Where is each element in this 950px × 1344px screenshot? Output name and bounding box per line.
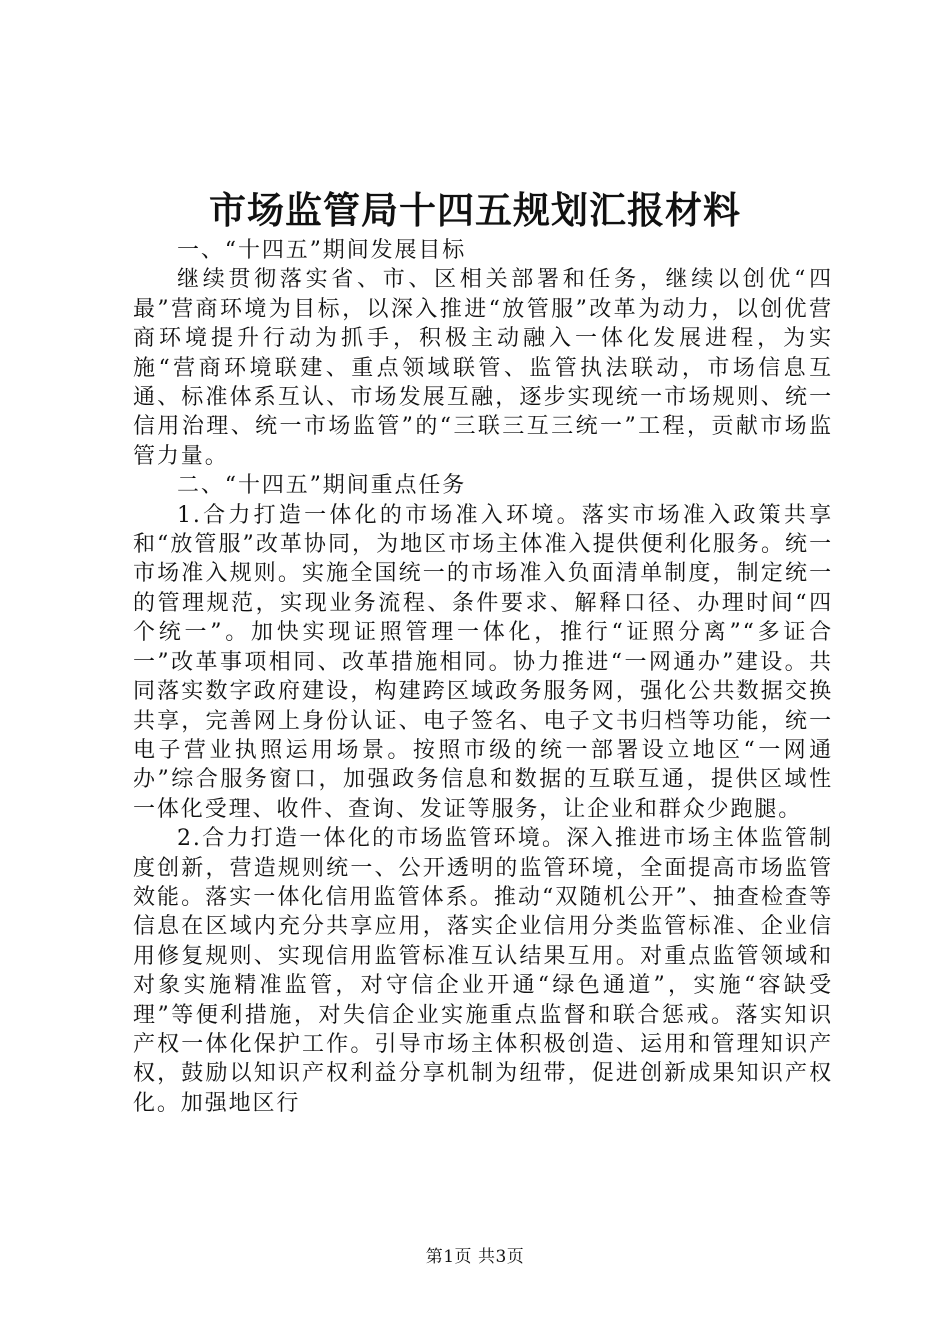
task-2-paragraph: 2.合力打造一体化的市场监管环境。深入推进市场主体监管制度创新，营造规则统一、公开透明的监管环境，全面提高市场监管效能。落实一体化信用监管体系。推动“双随机公开”、抽查检查等信息在区域内充分共享应用，落实企业信用分类监管标准、企业信用修复规则、实现信用监管标准互认结果互用。对重点监管领域和对象实施精准监管，对守信企业开通“绿色通道”，实施“容缺受理”等便利措施，对失信企业实施重点监督和联合惩戒。落实知识产权一体化保护工作。引导市场主体积极创造、运用和管理知识产权，鼓励以知识产权利益分享机制为纽带，促进创新成果知识产权化。加强地区行	[133, 826, 833, 1116]
page-number-footer: 第1页 共3页	[425, 1247, 525, 1267]
section-heading-goals: 一、“十四五”期间发展目标	[177, 238, 467, 263]
section-heading-tasks: 二、“十四五”期间重点任务	[177, 473, 467, 499]
document-body	[133, 236, 833, 1118]
document-title: 市场监管局十四五规划汇报材料	[209, 188, 741, 232]
goals-paragraph: 继续贯彻落实省、市、区相关部署和任务，继续以创优“四最”营商环境为目标，以深入推进“放管服”改革为动力，以创优营商环境提升行动为抓手，积极主动融入一体化发展进程，为实施“营商环境联建、重点领域联管、监管执法联动，市场信息互通、标准体系互认、市场发展互融，逐步实现统一市场规则、统一信用治理、统一市场监管”的“三联三互三统一”工程，贡献市场监管力量。	[133, 267, 833, 469]
task-1-paragraph: 1.合力打造一体化的市场准入环境。落实市场准入政策共享和“放管服”改革协同，为地区市场主体准入提供便利化服务。统一市场准入规则。实施全国统一的市场准入负面清单制度，制定统一的管理规范，实现业务流程、条件要求、解释口径、办理时间“四个统一”。加快实现证照管理一体化，推行“证照分离”“多证合一”改革事项相同、改革措施相同。协力推进“一网通办”建设。共同落实数字政府建设，构建跨区域政务服务网，强化公共数据交换共享，完善网上身份认证、电子签名、电子文书归档等功能，统一电子营业执照运用场景。按照市级的统一部署设立地区“一网通办”综合服务窗口，加强政务信息和数据的互联互通，提供区域性一体化受理、收件、查询、发证等服务，让企业和群众少跑腿。	[133, 502, 833, 822]
